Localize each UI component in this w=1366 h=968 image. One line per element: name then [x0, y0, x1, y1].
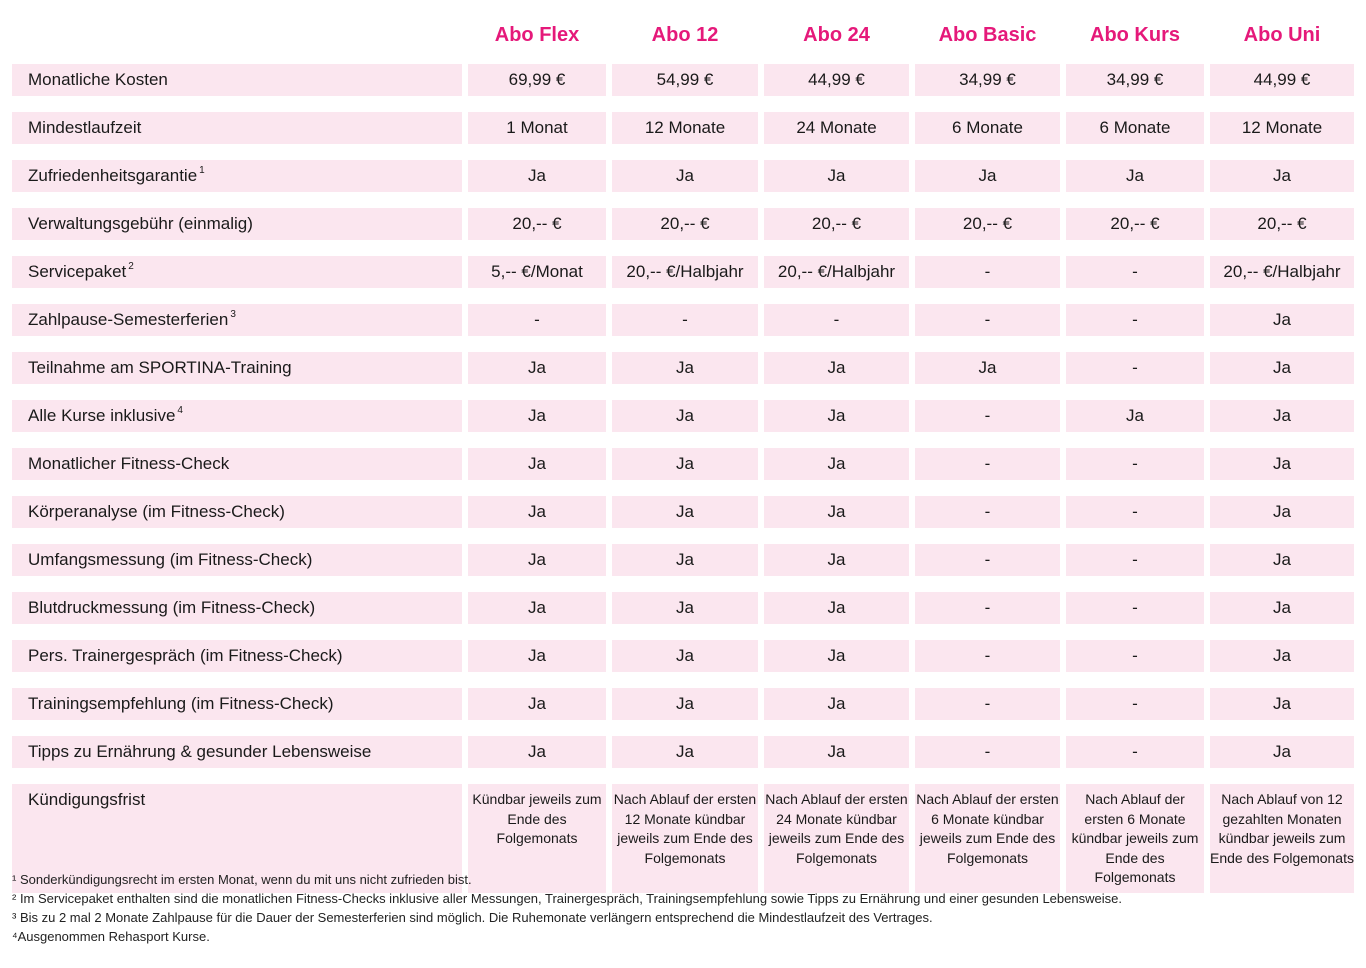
table-cell: Ja — [764, 592, 909, 624]
table-cell: - — [1066, 448, 1204, 480]
table-cell: Ja — [612, 496, 758, 528]
table-cell: 54,99 € — [612, 64, 758, 96]
row-label — [12, 304, 462, 336]
plan-header: Abo 12 — [651, 24, 719, 46]
table-cell: Ja — [612, 352, 758, 384]
table-cell: Ja — [612, 592, 758, 624]
footnote: ¹ Sonderkündigungsrecht im ersten Monat, wenn du mit uns nicht zufrieden bist. — [12, 872, 472, 887]
table-cell: - — [915, 448, 1060, 480]
table-cell: Ja — [764, 688, 909, 720]
table-cell: 6 Monate — [915, 112, 1060, 144]
row-label — [12, 112, 462, 144]
table-cell: 34,99 € — [1066, 64, 1204, 96]
table-cell: - — [1066, 304, 1204, 336]
table-cell: Kündbar jeweils zum Ende des Folgemonats — [468, 784, 606, 893]
row-label-text: Alle Kurse inklusive — [28, 406, 176, 425]
footnote-marker: 4 — [177, 404, 183, 416]
table-cell: Nach Ablauf der ersten 24 Monate kündbar jeweils zum Ende des Folgemonats — [764, 784, 909, 893]
row-label-text: Kündigungsfrist — [28, 790, 146, 809]
table-cell: Ja — [915, 352, 1060, 384]
row-label-text: Pers. Trainergespräch (im Fitness-Check) — [28, 646, 343, 665]
table-cell: Ja — [764, 352, 909, 384]
row-label — [12, 688, 462, 720]
table-cell: Ja — [468, 448, 606, 480]
footnote: ² Im Servicepaket enthalten sind die monatlichen Fitness-Checks inklusive aller Messungen, Trainergespräch, Trainingsempfehlung sowie Tipps zu Ernährung und einer gesunden Lebensweise. — [12, 891, 1122, 906]
table-cell: - — [1066, 688, 1204, 720]
table-cell: 44,99 € — [1210, 64, 1354, 96]
table-cell: - — [915, 736, 1060, 768]
row-label — [12, 736, 462, 768]
row-label-text: Monatliche Kosten — [28, 70, 168, 89]
row-label — [12, 64, 462, 96]
table-cell: Ja — [1210, 736, 1354, 768]
table-cell: - — [1066, 352, 1204, 384]
row-label — [12, 496, 462, 528]
table-cell: - — [612, 304, 758, 336]
table-cell: Ja — [1210, 448, 1354, 480]
row-label — [12, 544, 462, 576]
table-cell: - — [915, 688, 1060, 720]
table-cell: Ja — [1210, 496, 1354, 528]
table-cell: - — [915, 496, 1060, 528]
row-label — [12, 208, 462, 240]
table-cell: Ja — [764, 496, 909, 528]
table-cell: Ja — [764, 736, 909, 768]
table-cell: Ja — [468, 544, 606, 576]
table-cell: - — [915, 544, 1060, 576]
plan-header: Abo Flex — [494, 24, 580, 46]
header-spacer — [12, 18, 462, 48]
table-cell: Ja — [1210, 592, 1354, 624]
table-cell: 69,99 € — [468, 64, 606, 96]
table-cell: Ja — [468, 496, 606, 528]
row-label-text: Teilnahme am SPORTINA-Training — [28, 358, 292, 377]
table-cell: Ja — [1066, 400, 1204, 432]
table-cell: - — [1066, 496, 1204, 528]
table-cell: Ja — [1210, 352, 1354, 384]
table-cell: Ja — [468, 400, 606, 432]
table-cell: Ja — [468, 352, 606, 384]
footnote-marker: 3 — [230, 308, 236, 320]
table-cell: Ja — [468, 592, 606, 624]
table-cell: Ja — [612, 736, 758, 768]
table-cell: Ja — [1210, 304, 1354, 336]
table-cell: - — [915, 592, 1060, 624]
row-label-text: Tipps zu Ernährung & gesunder Lebensweise — [28, 742, 372, 761]
footnote-marker: 1 — [199, 164, 205, 176]
row-label-text: Zahlpause-Semesterferien — [28, 310, 229, 329]
table-cell: - — [764, 304, 909, 336]
table-cell: Ja — [612, 688, 758, 720]
table-cell: - — [1066, 592, 1204, 624]
row-label-text: Trainingsempfehlung (im Fitness-Check) — [28, 694, 334, 713]
table-cell: 20,-- € — [612, 208, 758, 240]
table-cell: 20,-- €/Halbjahr — [764, 256, 909, 288]
table-cell: Ja — [612, 448, 758, 480]
table-cell: Ja — [468, 736, 606, 768]
table-cell: Ja — [612, 400, 758, 432]
table-cell: - — [1066, 256, 1204, 288]
footnote: ³ Bis zu 2 mal 2 Monate Zahlpause für die Dauer der Semesterferien sind möglich. Die Ruhemonate verlängern entsprechend die Mindestlaufzeit des Vertrages. — [12, 910, 933, 925]
table-cell: Ja — [468, 688, 606, 720]
table-cell: Ja — [1210, 544, 1354, 576]
table-cell: 12 Monate — [1210, 112, 1354, 144]
row-label-text: Verwaltungsgebühr (einmalig) — [28, 214, 253, 233]
table-cell: 20,-- €/Halbjahr — [1210, 256, 1354, 288]
footnote-marker: 2 — [128, 260, 134, 272]
table-cell: Ja — [1210, 688, 1354, 720]
row-label-text: Blutdruckmessung (im Fitness-Check) — [28, 598, 316, 617]
footnotes — [12, 870, 1122, 946]
table-cell: 44,99 € — [764, 64, 909, 96]
table-cell: 20,-- € — [468, 208, 606, 240]
row-label — [12, 352, 462, 384]
table-cell: - — [468, 304, 606, 336]
table-cell: Ja — [764, 160, 909, 192]
table-cell: Nach Ablauf der ersten 6 Monate kündbar jeweils zum Ende des Folgemonats — [915, 784, 1060, 893]
table-cell: 20,-- € — [915, 208, 1060, 240]
row-label-text: Servicepaket — [28, 262, 127, 281]
plan-header: Abo 24 — [803, 24, 870, 46]
table-cell: Ja — [468, 160, 606, 192]
row-label-text: Monatlicher Fitness-Check — [28, 454, 230, 473]
table-cell: 20,-- €/Halbjahr — [612, 256, 758, 288]
table-cell: Ja — [764, 640, 909, 672]
row-label — [12, 640, 462, 672]
table-cell: 1 Monat — [468, 112, 606, 144]
table-cell: 24 Monate — [764, 112, 909, 144]
table-cell: 12 Monate — [612, 112, 758, 144]
table-cell: 6 Monate — [1066, 112, 1204, 144]
table-cell: Ja — [1066, 160, 1204, 192]
plan-header: Abo Kurs — [1090, 24, 1180, 46]
table-cell: Ja — [612, 544, 758, 576]
pricing-table — [12, 18, 1354, 893]
table-cell: - — [915, 304, 1060, 336]
row-label-text: Zufriedenheitsgarantie — [28, 166, 198, 185]
table-cell: Ja — [1210, 640, 1354, 672]
row-label — [12, 160, 462, 192]
table-cell: Nach Ablauf der ersten 12 Monate kündbar jeweils zum Ende des Folgemonats — [612, 784, 758, 893]
plan-header: Abo Basic — [938, 24, 1037, 46]
table-cell: 20,-- € — [1210, 208, 1354, 240]
table-cell: Ja — [1210, 160, 1354, 192]
table-cell: Ja — [764, 544, 909, 576]
row-label — [12, 448, 462, 480]
table-cell: 20,-- € — [764, 208, 909, 240]
table-cell: Nach Ablauf der ersten 6 Monate kündbar jeweils zum Ende des Folgemonats — [1066, 784, 1204, 893]
row-label — [12, 256, 462, 288]
table-cell: 20,-- € — [1066, 208, 1204, 240]
table-cell: Ja — [764, 400, 909, 432]
table-cell: 5,-- €/Monat — [468, 256, 606, 288]
footnote: ⁴Ausgenommen Rehasport Kurse. — [12, 929, 210, 944]
table-cell: - — [915, 256, 1060, 288]
table-cell: Ja — [612, 160, 758, 192]
row-label-text: Körperanalyse (im Fitness-Check) — [28, 502, 285, 521]
table-cell: Nach Ablauf von 12 gezahlten Monaten kündbar jeweils zum Ende des Folgemonats — [1210, 784, 1354, 893]
table-cell: Ja — [915, 160, 1060, 192]
table-cell: - — [915, 640, 1060, 672]
table-cell: Ja — [764, 448, 909, 480]
row-label-text: Mindestlaufzeit — [28, 118, 142, 137]
table-cell: 34,99 € — [915, 64, 1060, 96]
table-cell: - — [915, 400, 1060, 432]
row-label — [12, 592, 462, 624]
table-cell: - — [1066, 736, 1204, 768]
table-cell: - — [1066, 544, 1204, 576]
table-cell: Ja — [612, 640, 758, 672]
row-label — [12, 400, 462, 432]
plan-header: Abo Uni — [1243, 24, 1321, 46]
row-label-text: Umfangsmessung (im Fitness-Check) — [28, 550, 313, 569]
table-cell: - — [1066, 640, 1204, 672]
table-cell: Ja — [1210, 400, 1354, 432]
table-cell: Ja — [468, 640, 606, 672]
